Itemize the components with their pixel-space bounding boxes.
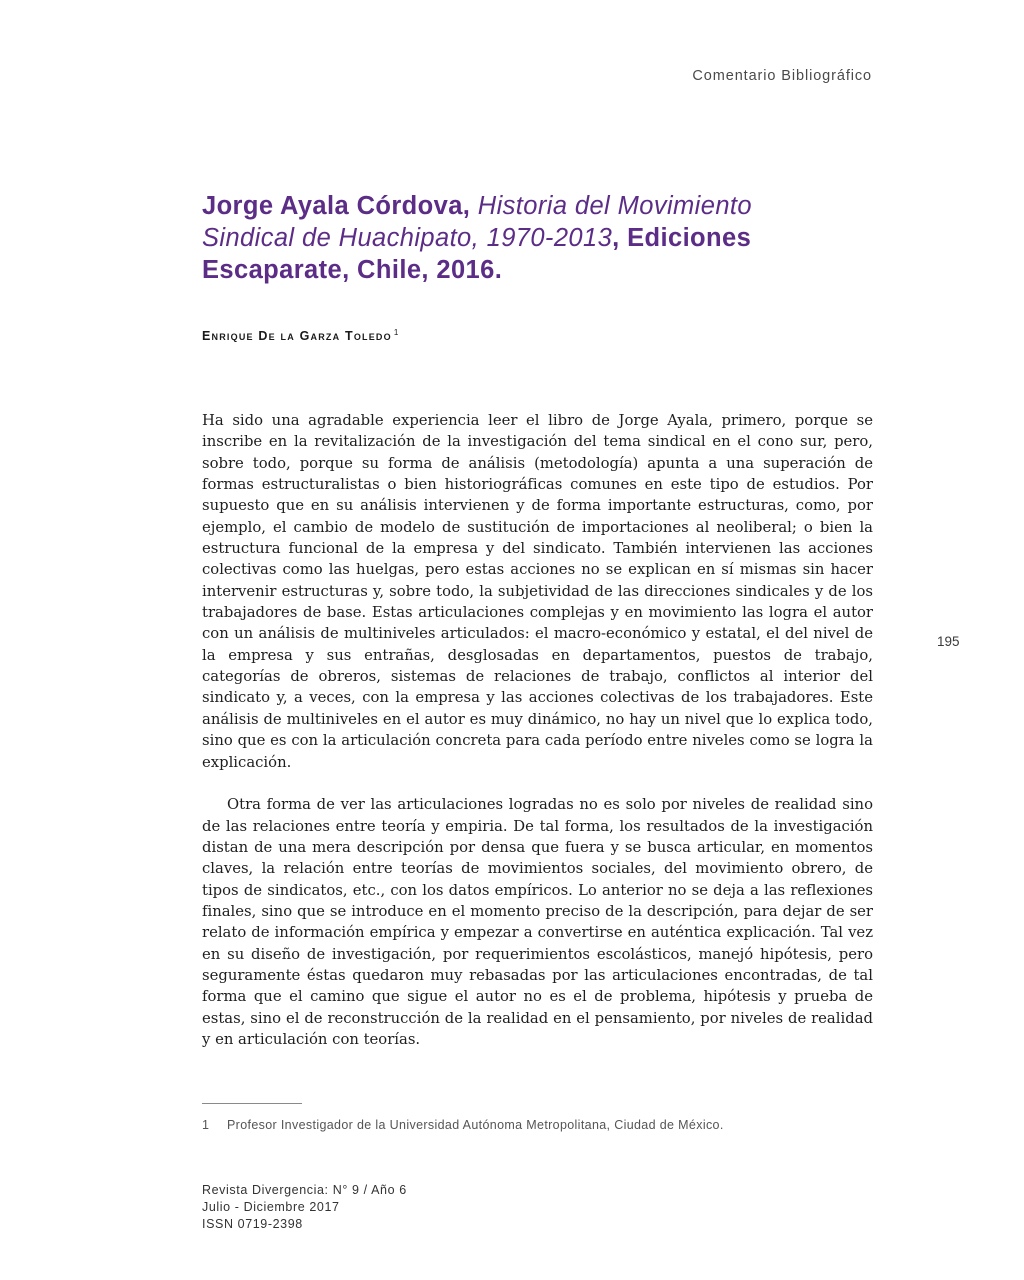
footnote-divider: [202, 1103, 302, 1104]
title-book: Historia del Movimiento Sindical de Huachipato, 1970-2013: [202, 192, 752, 252]
journal-title: Revista Divergencia: N° 9 / Año 6: [202, 1183, 407, 1197]
title-publisher: , Ediciones Escaparate, Chile, 2016.: [202, 224, 752, 284]
title-author: Jorge Ayala Córdova,: [202, 192, 478, 220]
section-label: Comentario Bibliográfico: [692, 68, 872, 84]
footnote-ref: 1: [393, 328, 400, 337]
journal-info: [202, 1182, 407, 1233]
journal-period: Julio - Diciembre 2017: [202, 1200, 340, 1214]
reviewer-name: [202, 328, 399, 343]
journal-issn: ISSN 0719-2398: [202, 1217, 303, 1231]
footnote-text: Profesor Investigador de la Universidad Autónoma Metropolitana, Ciudad de México.: [227, 1118, 724, 1132]
reviewer-name-text: Enrique De la Garza Toledo: [202, 329, 392, 344]
footnote: [202, 1118, 724, 1132]
article-title: [202, 190, 802, 286]
article-body: [202, 410, 873, 1050]
footnote-number: 1: [202, 1118, 210, 1132]
paragraph: Otra forma de ver las articulaciones logradas no es solo por niveles de realidad sino de las relaciones entre teoría y empiria. De tal forma, los resultados de la investigación distan de una mera descripción por densa que fuera y se busca articular, en momentos claves, la relación entre teorías de movimientos sociales, del movimiento obrero, de tipos de sindicatos, etc., con los datos empíricos. Lo anterior no se deja a las reflexiones finales, sino que se introduce en el momento preciso de la descripción, para dejar de ser relato de información empírica y empezar a convertirse en auténtica explicación. Tal vez en su diseño de investigación, por requerimientos escolásticos, manejó hipótesis, pero seguramente éstas quedaron muy rebasadas por las articulaciones encontradas, de tal forma que el camino que sigue el autor no es el de problema, hipótesis y prueba de estas, sino el de reconstrucción de la realidad en el pensamiento, por niveles de realidad y en articulación con teorías.: [202, 796, 873, 1048]
page-number: 195: [937, 634, 960, 649]
paragraph: Ha sido una agradable experiencia leer el libro de Jorge Ayala, primero, porque se inscribe en la revitalización de la investigación del tema sindical en el cono sur, pero, sobre todo, porque su forma de análisis (metodología) apunta a una superación de formas estructuralistas o bien historiográficas comunes en este tipo de estudios. Por supuesto que en su análisis intervienen y de forma importante estructuras, como, por ejemplo, el cambio de modelo de sustitución de importaciones al neoliberal; o bien la estructura funcional de la empresa y del sindicato. También intervienen las acciones colectivas como las huelgas, pero estas acciones no se explican en sí mismas sin hacer intervenir estructuras y, sobre todo, la subjetividad de las direcciones sindicales y de los trabajadores de base. Estas articulaciones complejas y en movimiento las logra el autor con un análisis de multiniveles articulados: el macro-económico y estatal, el del nivel de la empresa y sus entrañas, desglosadas en departamentos, puestos de trabajo, categorías de obreros, sistemas de relaciones de trabajo, conflictos al interior del sindicato y, a veces, con la empresa y las acciones colectivas de los trabajadores. Este análisis de multiniveles en el autor es muy dinámico, no hay un nivel que lo explica todo, sino que es con la articulación concreta para cada período entre niveles como se logra la explicación.: [202, 412, 873, 771]
